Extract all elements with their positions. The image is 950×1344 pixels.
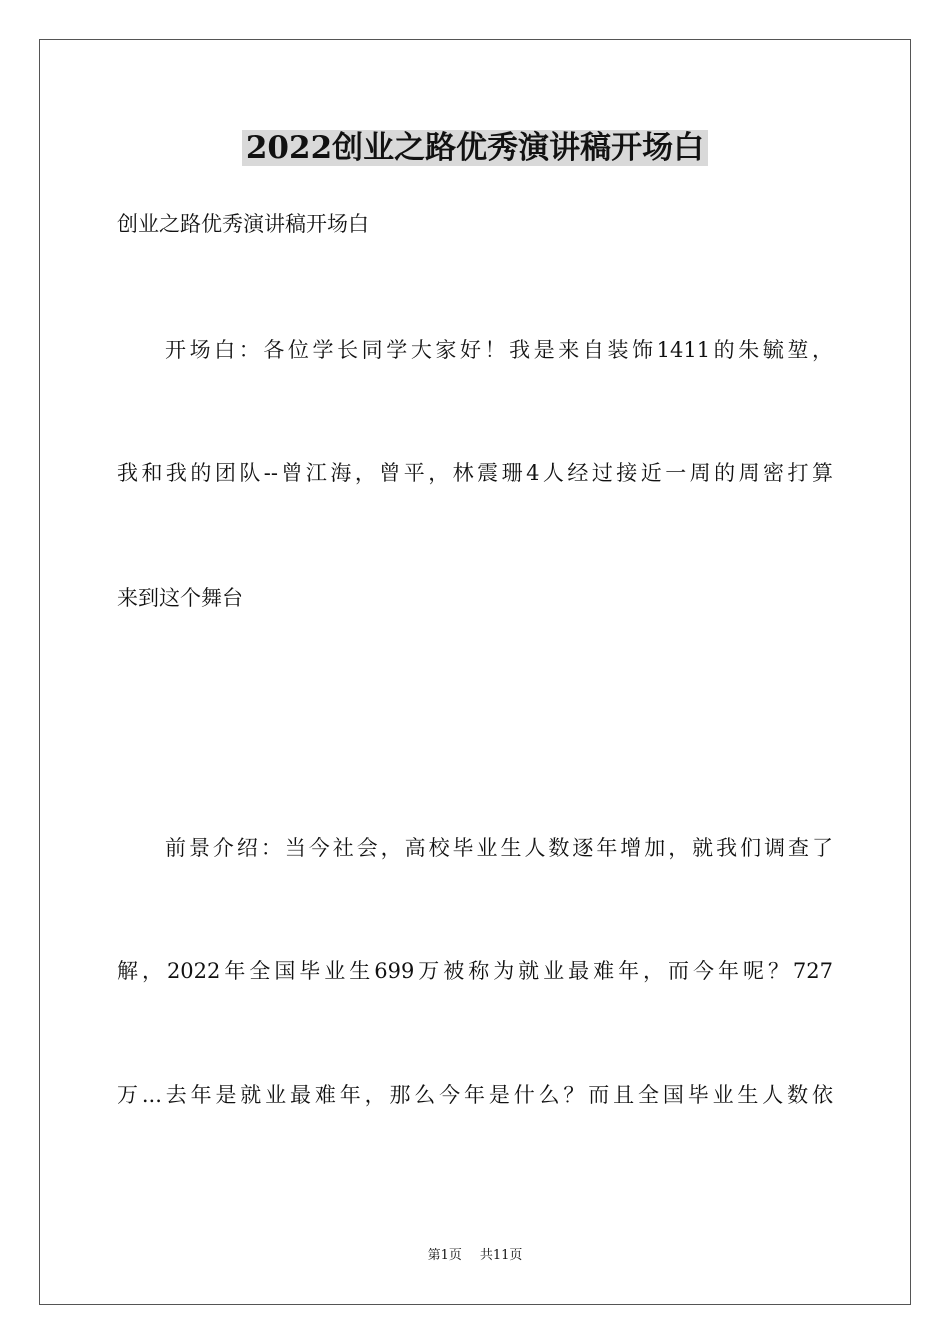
page-number-current: 第1页 (427, 1248, 462, 1263)
paragraph-line: 解，2022年全国毕业生699万被称为就业最难年，而今年呢？727 (117, 959, 833, 983)
document-title (0, 128, 950, 168)
paragraph-line: 万...去年是就业最难年，那么今年是什么？而且全国毕业生人数依 (117, 1083, 833, 1107)
subtitle-line: 创业之路优秀演讲稿开场白 (117, 212, 369, 236)
paragraph-line: 来到这个舞台 (117, 586, 243, 610)
page-footer (0, 1247, 950, 1265)
document-title-text: 2022创业之路优秀演讲稿开场白 (242, 130, 708, 166)
paragraph-line: 开场白：各位学长同学大家好！我是来自装饰1411的朱毓堃， (165, 338, 833, 362)
page-number-total: 共11页 (479, 1248, 523, 1263)
paragraph-line: 前景介绍：当今社会，高校毕业生人数逐年增加，就我们调查了 (165, 836, 833, 860)
paragraph-line: 我和我的团队--曾江海，曾平，林震珊4人经过接近一周的周密打算 (117, 461, 833, 485)
